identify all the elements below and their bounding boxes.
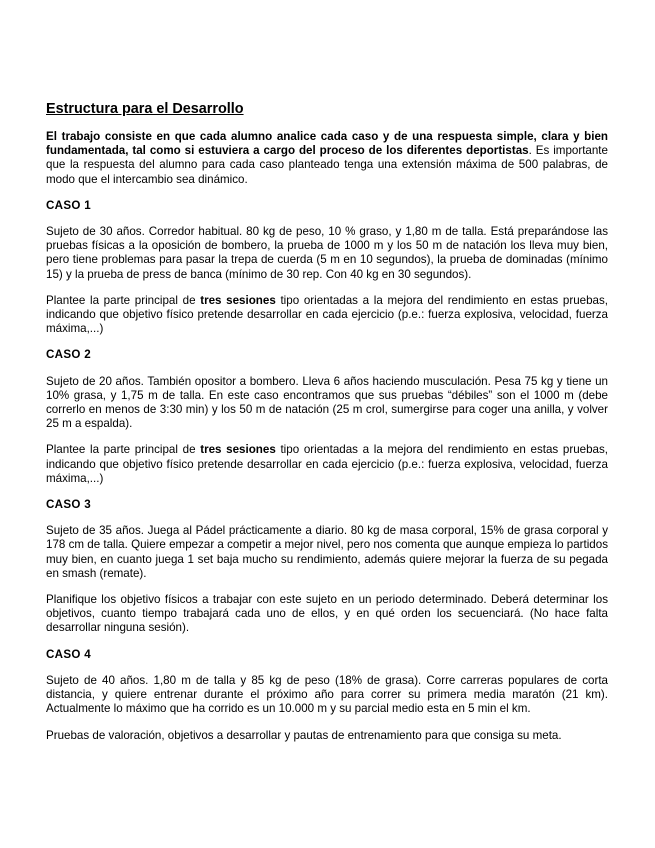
case-2-heading: CASO 2 <box>46 348 91 362</box>
case-4-task: Pruebas de valoración, objetivos a desarrollar y pautas de entrenamiento para que consiga su meta. <box>46 728 562 742</box>
case-1-task-text-end: tipo orientadas a la mejora del rendimiento en estas pruebas, indicando que objetivo físico pretende desarrollar en cada ejercicio (p.e.: fuerza explosiva, velocidad, fuerza máxima,...) <box>46 293 609 336</box>
case-1-task-bold: tres sesiones <box>200 293 276 307</box>
intro-text: . Es importante que la respuesta del alumno para cada caso planteado tenga una extensión máxima de 500 palabras, de modo que el intercambio sea dinámico. <box>46 144 608 186</box>
case-2-task <box>46 443 608 486</box>
case-4-description: Sujeto de 40 años. 1,80 m de talla y 85 kg de peso (18% de grasa). Corre carreras populares de corta distancia, y quiere entrenar durante el próximo año para correr su primera media maratón (21 km). Actualmente lo máximo que ha corrido es un 10.000 m y su parcial medio esta en 5 min el km. <box>46 673 608 716</box>
case-2-description: Sujeto de 20 años. También opositor a bombero. Lleva 6 años haciendo musculación. Pesa 75 kg y tiene un 10% grasa, y 1,75 m de talla. En este caso encontramos que sus pruebas “débiles” son el 1000 m (debe correrlo en menos de 3:30 min) y los 50 m de natación (25 m crol, sumergirse para coger una anilla, y volver 25 m a espalda). <box>46 374 608 431</box>
case-2-task-text-end: tipo orientadas a la mejora del rendimiento en estas pruebas, indicando que objetivo físico pretende desarrollar en cada ejercicio (p.e.: fuerza explosiva, velocidad, fuerza máxima,...) <box>46 443 609 485</box>
intro-paragraph <box>46 130 608 187</box>
case-3-task: Planifique los objetivo físicos a trabajar con este sujeto en un periodo determinado. Deberá determinar los objetivos, cuanto tiempo trabajará cada uno de ellos, y en qué orden los secuenciará. (No hace falta desarrollar ninguna sesión). <box>46 593 608 635</box>
case-2-task-bold: tres sesiones <box>200 443 276 457</box>
case-1-heading: CASO 1 <box>46 198 91 212</box>
document-page <box>46 100 608 755</box>
case-2-task-text: Plantee la parte principal de <box>46 443 201 457</box>
case-3-description: Sujeto de 35 años. Juega al Pádel prácticamente a diario. 80 kg de masa corporal, 15% de grasa corporal y 178 cm de talla. Quiere empezar a competir a mejor nivel, pero nos comenta que aunque empieza lo partidos muy bien, en cuanto juega 1 set baja mucho su rendimiento, además quiere mejorar la fuerza de su pegada en smash (remate). <box>46 524 608 580</box>
case-1-task-text: Plantee la parte principal de <box>46 293 201 307</box>
case-1-task <box>46 294 608 337</box>
case-4-heading: CASO 4 <box>46 647 91 661</box>
page-title: Estructura para el Desarrollo <box>46 101 244 117</box>
intro-bold-text: El trabajo consiste en que cada alumno analice cada caso y de una respuesta simple, clara y bien fundamentada, tal como si estuviera a cargo del proceso de los diferentes deportistas <box>46 130 608 158</box>
case-3-heading: CASO 3 <box>46 498 91 512</box>
case-1-description: Sujeto de 30 años. Corredor habitual. 80 kg de peso, 10 % graso, y 1,80 m de talla. Está preparándose las pruebas físicas a la oposición de bombero, la prueba de 1000 m y los 50 m de natación los lleva muy bien, pero tiene problemas para pasar la trepa de cuerda (5 m en 10 segundos), la prueba de dominadas (mínimo 15) y la prueba de press de banca (mínimo de 30 rep. Con 40 kg en 30 segundos). <box>46 225 608 281</box>
